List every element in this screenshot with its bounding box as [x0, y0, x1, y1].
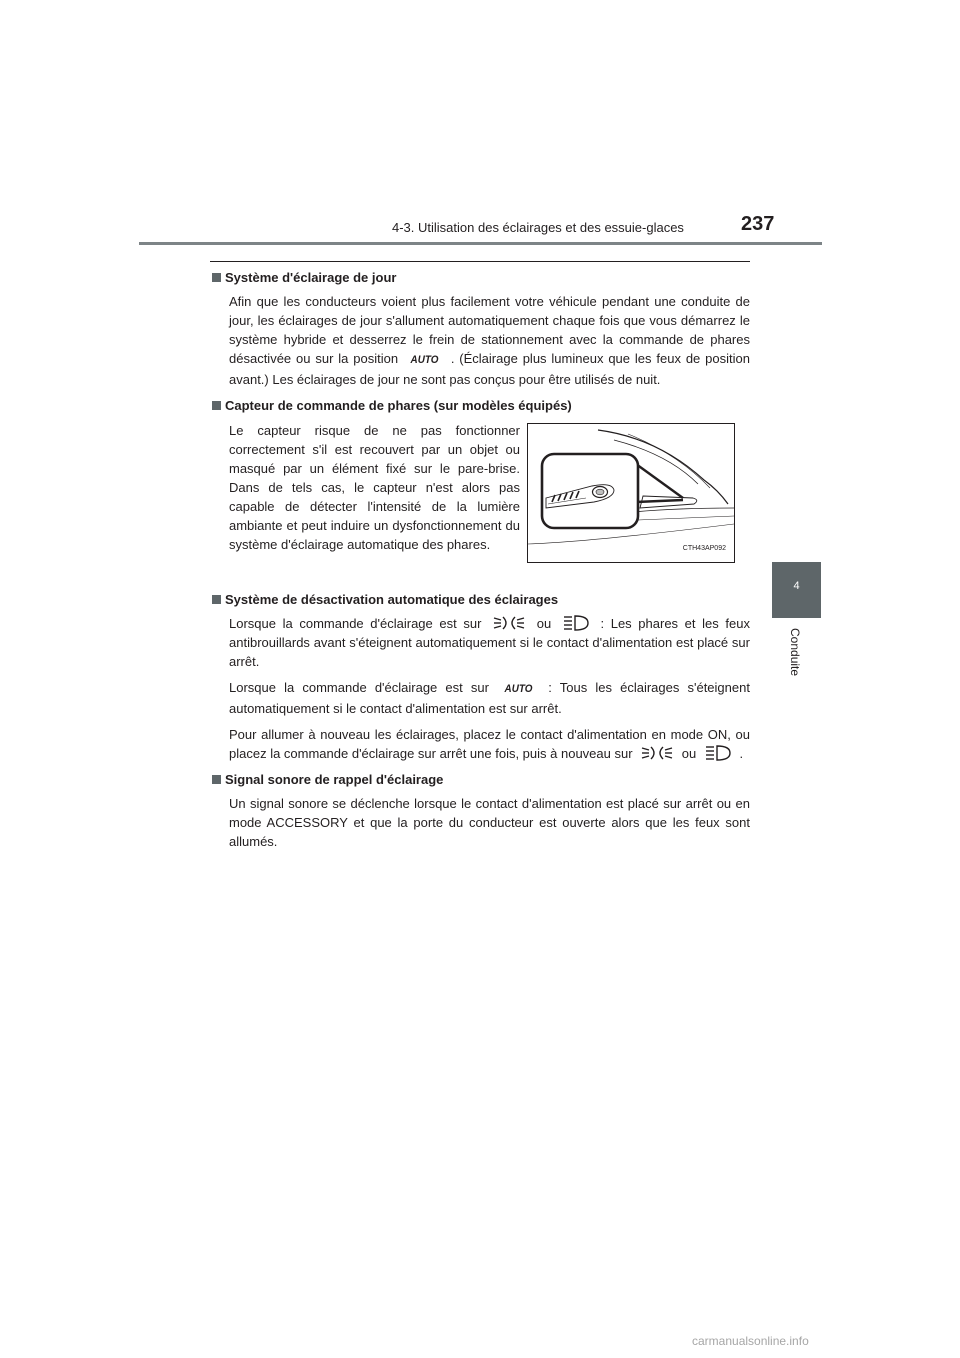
auto-icon: AUTO	[410, 354, 439, 366]
chapter-tab[interactable]	[772, 562, 821, 618]
sensor-figure	[527, 423, 735, 563]
content	[212, 268, 750, 858]
watermark: carmanualsonline.info	[692, 1334, 809, 1348]
auto-icon: AUTO	[504, 683, 533, 695]
tail-light-icon	[492, 614, 526, 632]
sensor-block	[212, 421, 750, 583]
headlight-icon	[562, 614, 590, 632]
sensor-paragraph: Le capteur risque de ne pas fonctionner correctement s'il est recouvert par un objet ou masqué par un élément fixé sur le pare-brise. Dans de tels cas, le capteur n'est alors pas capable de détecter l'intensité de la lumière ambiante et peut induire un dysfonctionnement du système d'éclairage automatique des phares.	[229, 423, 520, 552]
section-title-sensor: Capteur de commande de phares (sur modèles équipés)	[212, 396, 750, 415]
page-number: 237	[741, 213, 775, 235]
section-title-reminder: Signal sonore de rappel d'éclairage	[212, 770, 750, 789]
square-bullet-icon	[212, 273, 221, 282]
square-bullet-icon	[212, 401, 221, 410]
auto-off-paragraph-2: Lorsque la commande d'éclairage est sur AUTO : Tous les éclairages s'éteignent automatiquement si le contact d'alimentation est sur arrêt.	[229, 680, 750, 716]
auto-off-paragraph-3: Pour allumer à nouveau les éclairages, placez le contact d'alimentation en mode ON, ou placez la commande d'éclairage sur arrêt une fois, puis à nouveau sur ou .	[229, 727, 750, 761]
header-rule	[139, 242, 822, 245]
section-title-daytime: Système d'éclairage de jour	[212, 268, 750, 287]
section-divider	[210, 261, 750, 262]
chapter-tab-number: 4	[793, 580, 800, 592]
reminder-paragraph: Un signal sonore se déclenche lorsque le contact d'alimentation est placé sur arrêt ou en mode ACCESSORY et que la porte du conducteur est ouverte alors que les feux sont allumés.	[229, 796, 750, 849]
figure-code: CTH43AP092	[682, 545, 726, 552]
daytime-paragraph: Afin que les conducteurs voient plus facilement votre véhicule pendant une conduite de jour, les éclairages de jour s'allument automatiquement chaque fois que vous démarrez le système hybride et desserrez le frein de stationnement avec la commande de phares désactivée ou sur la position AUTO . (Éclairage plus lumineux que les feux de position avant.) Les éclairages de jour ne sont pas conçus pour être utilisés de nuit.	[229, 294, 750, 387]
page-header-title: 4-3. Utilisation des éclairages et des essuie-glaces	[392, 220, 684, 235]
headlight-icon	[704, 744, 732, 762]
square-bullet-icon	[212, 595, 221, 604]
chapter-label: Conduite	[788, 628, 802, 677]
auto-off-paragraph-1: Lorsque la commande d'éclairage est sur ou : Les phares et les feux antibrouillards avant s'éteignent automatiquement si le contact d'alimentation est placé sur arrêt.	[229, 616, 750, 669]
tail-light-icon	[640, 744, 674, 762]
square-bullet-icon	[212, 775, 221, 784]
section-title-auto-off: Système de désactivation automatique des éclairages	[212, 590, 750, 609]
